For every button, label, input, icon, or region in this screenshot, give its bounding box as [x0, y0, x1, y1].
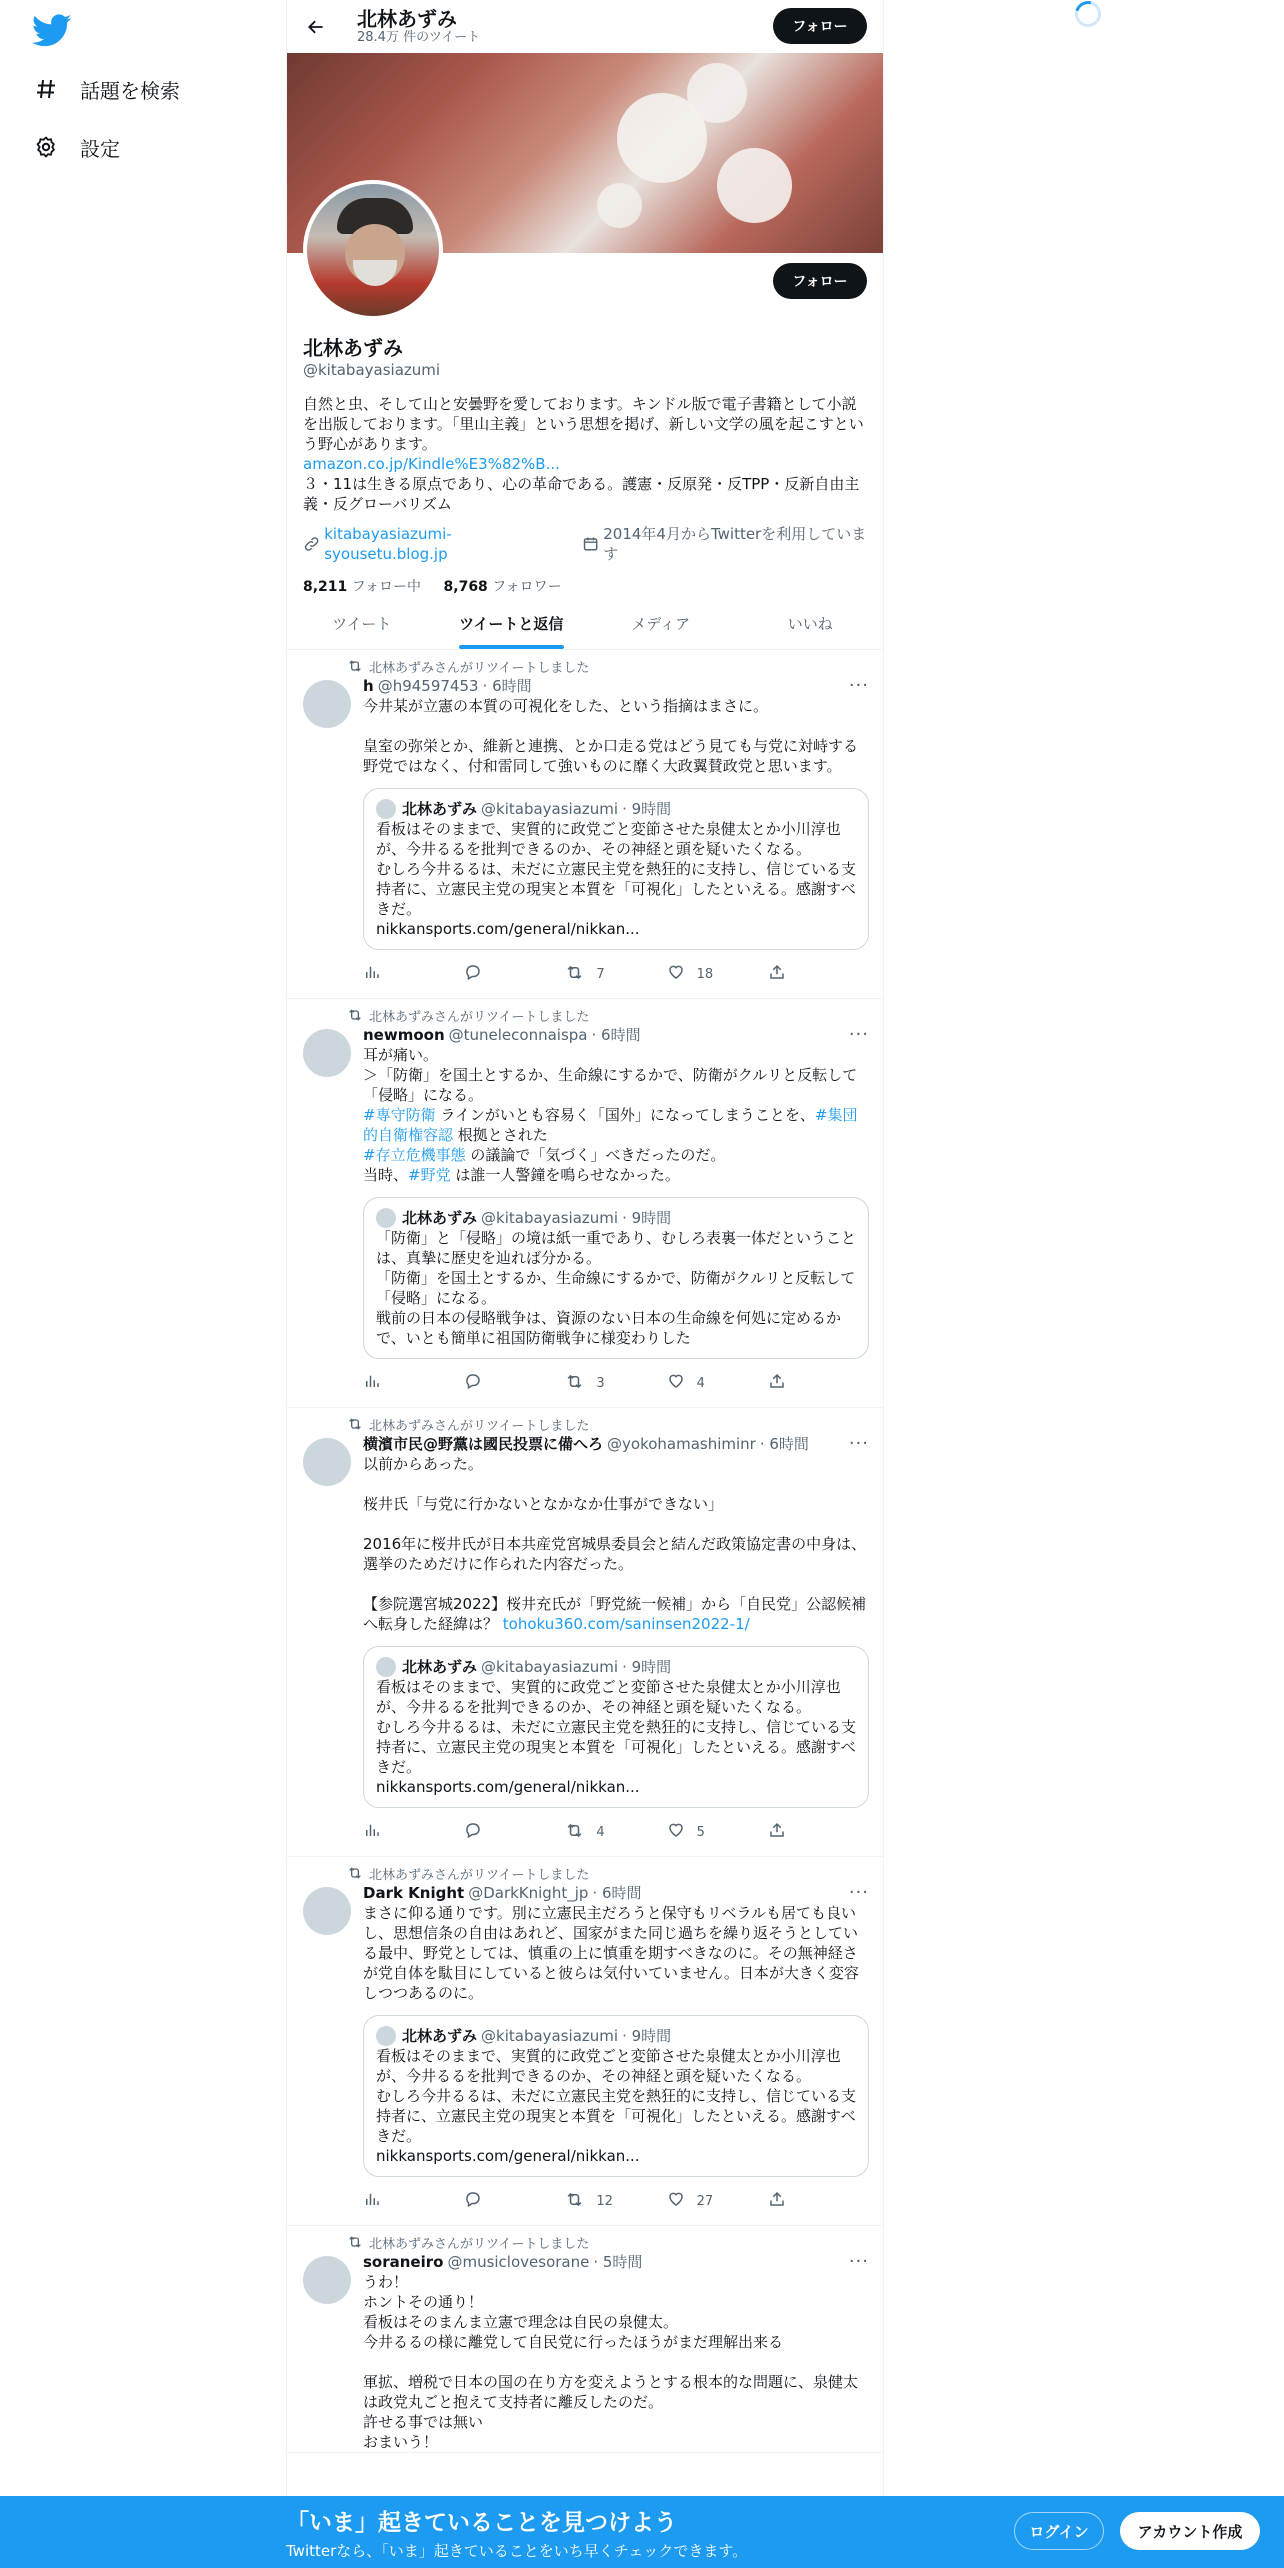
following-count: 8,211 [303, 579, 348, 595]
hashtag-icon [28, 71, 64, 107]
profile-name: 北林あずみ [303, 336, 403, 360]
quoted-avatar [376, 799, 396, 819]
tweet-author-handle[interactable]: @h94597453 [377, 677, 479, 695]
header-tweet-count: 28.4万 件のツイート [357, 29, 481, 45]
retweet-context [303, 2232, 869, 2252]
tweet-feed [287, 650, 884, 2453]
tweet-text: うわ！ ホントその通り！ 看板はそのまんま立憲で理念は自民の泉健太。 今井るるの様に離党して自民党に行ったほうがまだ理解出来る 軍拡、増税で日本の国の在り方を変えようとする根本的な問題に、泉健太は政党丸ごと抱えて支持者に離反したのだ。 許せる事では無い おまいう！ [363, 2273, 859, 2451]
share-icon [768, 963, 786, 985]
quoted-author-handle: @kitabayasiazumi [481, 1209, 619, 1227]
retweet-label: 北林あずみさんがリツイートしました [369, 1867, 590, 1883]
heart-icon [667, 963, 685, 985]
more-options-icon[interactable]: ··· [848, 1433, 869, 1454]
loading-spinner-icon [1070, 0, 1106, 32]
tweet-body [303, 1434, 869, 1856]
calendar-icon [582, 535, 599, 553]
tweet-time[interactable]: · 5時間 [593, 2253, 643, 2271]
like-button[interactable] [667, 1372, 768, 1394]
quoted-author-handle: @kitabayasiazumi [481, 800, 619, 818]
tweet-actions [363, 2177, 869, 2225]
back-arrow-icon[interactable] [299, 10, 333, 44]
more-options-icon[interactable]: ··· [848, 675, 869, 696]
tweet-header [363, 2252, 869, 2272]
tab-2[interactable]: メディア [631, 614, 691, 633]
reply-button[interactable] [464, 1372, 565, 1394]
reply-button[interactable] [464, 963, 565, 985]
tweet-author-name[interactable]: newmoon [363, 1026, 445, 1044]
tweet-avatar[interactable] [303, 680, 351, 728]
nav-settings-label: 設定 [80, 136, 120, 161]
retweet-label: 北林あずみさんがリツイートしました [369, 1009, 590, 1025]
heart-icon [667, 1821, 685, 1843]
left-nav [28, 10, 258, 176]
tweet-text-segment: 根拠とされた [457, 1126, 548, 1144]
tweet-text-segment: ラインがいとも容易く「国外」になってしまうことを、 [435, 1106, 815, 1124]
tweet-text-segment: の議論で「気づく」べきだったのだ。 当時、 [363, 1146, 726, 1184]
tweet-article[interactable] [287, 1408, 884, 1857]
quoted-author-name: 北林あずみ [402, 800, 478, 818]
quoted-avatar [376, 1657, 396, 1677]
profile-info [303, 336, 869, 596]
quoted-author-name: 北林あずみ [402, 1209, 478, 1227]
tweet-text [363, 1045, 869, 1185]
retweet-count: 3 [596, 1375, 605, 1391]
tweet-avatar[interactable] [303, 1438, 351, 1486]
tweet-header [363, 1883, 869, 1903]
tweet-link[interactable]: #集団的自衛権容認 [363, 1106, 858, 1144]
tweet-avatar[interactable] [303, 2256, 351, 2304]
more-options-icon[interactable]: ··· [848, 1024, 869, 1045]
quoted-tweet[interactable] [363, 788, 869, 950]
tweet-author-name[interactable]: h [363, 677, 374, 695]
views-button[interactable] [363, 1372, 464, 1394]
tweet-avatar[interactable] [303, 1029, 351, 1077]
bottom-signup-bar [0, 2496, 1284, 2568]
quoted-author-name: 北林あずみ [402, 1658, 478, 1676]
retweet-context [303, 656, 869, 676]
tweet-time[interactable]: · 6時間 [482, 677, 532, 695]
profile-avatar[interactable] [303, 180, 443, 320]
tweet-link[interactable]: #存立危機事態 [363, 1146, 466, 1164]
like-count: 18 [696, 966, 714, 982]
retweet-button[interactable] [565, 2190, 666, 2213]
more-options-icon[interactable]: ··· [848, 2251, 869, 2272]
retweet-count: 4 [596, 1824, 605, 1840]
retweet-count: 12 [596, 2193, 613, 2209]
retweet-icon [335, 1416, 363, 1432]
quoted-tweet-header [376, 1208, 856, 1228]
tweet-time[interactable]: · 6時間 [592, 1884, 642, 1902]
tweet-author-name[interactable]: 横濱市民@野黨は國民投票に備へろ [363, 1435, 604, 1453]
tweet-author-handle[interactable]: @musiclovesorane [447, 2253, 590, 2271]
share-icon [768, 1372, 786, 1394]
retweet-button[interactable] [565, 1372, 666, 1395]
share-icon [768, 1821, 786, 1843]
share-button[interactable] [768, 1821, 869, 1843]
retweet-count: 7 [596, 966, 605, 982]
profile-stats [303, 576, 869, 596]
tweet-author-name[interactable]: Dark Knight [363, 1884, 465, 1902]
tab-3[interactable]: いいね [787, 614, 833, 633]
tweet-header [363, 1025, 869, 1045]
reply-button[interactable] [464, 2190, 565, 2212]
profile-follow-button[interactable]: フォロー [773, 263, 867, 299]
bio-link[interactable]: amazon.co.jp/Kindle%E3%82%B... [303, 455, 560, 473]
tweet-main [363, 1883, 869, 2225]
header-name: 北林あずみ [357, 6, 457, 31]
tweet-author-handle[interactable]: @tuneleconnaispa [448, 1026, 588, 1044]
login-button[interactable]: ログイン [1014, 2512, 1104, 2550]
tab-1[interactable]: ツイートと返信 [437, 597, 587, 649]
analytics-icon [363, 1821, 381, 1843]
tweet-article[interactable] [287, 1857, 884, 2226]
profile-bio [303, 394, 869, 514]
bio-text-2: ３・11は生きる原点であり、心の革命である。護憲・反原発・反TPP・反新自由主義・反グローバリズム [303, 475, 860, 513]
quoted-time: · 9時間 [622, 800, 672, 818]
retweet-icon [335, 1865, 363, 1881]
retweet-icon [335, 1007, 363, 1023]
tweet-avatar[interactable] [303, 1887, 351, 1935]
tweet-text-segment: 耳が痛い。 ＞「防衛」を国土とするか、生命線にするかで、防衛がクルリと反転して「侵略」になる。 [363, 1046, 858, 1104]
header-follow-button[interactable]: フォロー [773, 8, 867, 44]
profile-joined: 2014年4月からTwitterを利用しています [603, 525, 867, 563]
tweet-author-handle[interactable]: @DarkKnight_jp [468, 1884, 589, 1902]
retweet-icon [565, 963, 584, 986]
quoted-time: · 9時間 [622, 1658, 672, 1676]
retweet-context [303, 1414, 869, 1434]
banner-flower [687, 63, 747, 123]
retweet-button[interactable] [565, 1821, 666, 1844]
quoted-tweet-header [376, 1657, 856, 1677]
tweet-body [303, 1883, 869, 2225]
tweet-article[interactable] [287, 2226, 884, 2453]
top-bar [287, 0, 883, 53]
tweet-link[interactable]: #専守防衛 [363, 1106, 436, 1124]
quoted-time: · 9時間 [622, 2027, 672, 2045]
quoted-avatar [376, 1208, 396, 1228]
retweet-label: 北林あずみさんがリツイートしました [369, 2236, 590, 2252]
nav-settings[interactable] [28, 118, 258, 176]
main-column [286, 0, 884, 2568]
following-stat[interactable] [303, 579, 421, 595]
share-button[interactable] [768, 963, 869, 985]
quoted-author-handle: @kitabayasiazumi [481, 2027, 619, 2045]
tweet-body [303, 2252, 869, 2452]
retweet-label: 北林あずみさんがリツイートしました [369, 660, 590, 676]
share-icon [768, 2190, 786, 2212]
bottom-bar-subtitle: Twitterなら、「いま」起きていることをいち早くチェックできます。 [286, 2542, 748, 2560]
reply-icon [464, 2190, 482, 2212]
reply-icon [464, 1372, 482, 1394]
quoted-text: 看板はそのままで、実質的に政党ごと変節させた泉健太とか小川淳也が、今井るるを批判できるのか、その神経と頭を疑いたくなる。 むしろ今井るるは、未だに立憲民主党を熱狂的に支持し、信じている支持者に、立憲民主党の現実と本質を「可視化」したといえる。感謝すべきだ。 nikkansports.com/general/nikkan... [376, 1678, 857, 1796]
tweet-text-segment: は誰一人警鐘を鳴らせなかった。 [450, 1166, 680, 1184]
nav-explore-label: 話題を検索 [80, 78, 180, 103]
reply-icon [464, 963, 482, 985]
retweet-context [303, 1005, 869, 1025]
retweet-icon [335, 658, 363, 674]
like-button[interactable] [667, 963, 768, 985]
like-count: 27 [696, 2193, 714, 2209]
analytics-icon [363, 2190, 381, 2212]
like-button[interactable] [667, 1821, 768, 1843]
quoted-tweet[interactable] [363, 1646, 869, 1808]
followers-label: フォロワー [492, 579, 562, 595]
more-options-icon[interactable]: ··· [848, 1882, 869, 1903]
tweet-text [363, 1454, 869, 1634]
bottom-bar-title: 「いま」起きていることを見つけよう [286, 2510, 677, 2536]
nav-explore[interactable] [28, 60, 258, 118]
retweet-label: 北林あずみさんがリツイートしました [369, 1418, 590, 1434]
tweet-main [363, 2252, 869, 2452]
followers-count: 8,768 [443, 579, 488, 595]
tweet-main [363, 1434, 869, 1856]
followers-stat[interactable] [444, 579, 562, 595]
quoted-text: 「防衛」と「侵略」の境は紙一重であり、むしろ表裏一体だということは、真摯に歴史を辿れば分かる。 「防衛」を国土とするか、生命線にするかで、防衛がクルリと反転して「侵略」になる。 戦前の日本の侵略戦争は、資源のない日本の生命線を何処に定めるかで、いとも簡単に祖国防衛戦争に様変わりした [376, 1229, 857, 1347]
like-count: 5 [696, 1824, 705, 1840]
quoted-tweet-header [376, 2026, 856, 2046]
tweet-body [303, 676, 869, 998]
heart-icon [667, 2190, 685, 2212]
retweet-icon [565, 1372, 584, 1395]
quoted-tweet-header [376, 799, 856, 819]
quoted-time: · 9時間 [622, 1209, 672, 1227]
gear-icon [28, 129, 64, 165]
reply-button[interactable] [464, 1821, 565, 1843]
analytics-icon [363, 1372, 381, 1394]
share-button[interactable] [768, 2190, 869, 2212]
views-button[interactable] [363, 2190, 464, 2212]
tweet-text-segment: 以前からあった。 桜井氏「与党に行かないとなかなか仕事ができない」 2016年に桜井氏が日本共産党宮城県委員会と結んだ政策協定書の中身は、選挙のためだけに作られた内容だった。 【参院選宮城2022】桜井充氏が「野党統一候補」から「自民党」公認候補へ転身した経緯は？ [363, 1455, 867, 1633]
tweet-actions [363, 950, 869, 998]
tweet-link[interactable]: tohoku360.com/saninsen2022-1/ [502, 1615, 750, 1633]
bio-text: 自然と虫、そして山と安曇野を愛しております。キンドル版で電子書籍として小説を出版しております。「里山主義」という思想を掲げ、新しい文学の風を起こすという野心があります。 [303, 395, 864, 453]
following-label: フォロー中 [351, 579, 422, 595]
like-count: 4 [696, 1375, 705, 1391]
tweet-author-name[interactable]: soraneiro [363, 2253, 444, 2271]
tweet-main [363, 676, 869, 998]
profile-website-link[interactable]: kitabayasiazumi-syousetu.blog.jp [324, 525, 452, 563]
tweet-actions [363, 1808, 869, 1856]
retweet-icon [565, 2190, 584, 2213]
link-icon [303, 535, 320, 553]
tweet-article[interactable] [287, 650, 884, 999]
tab-0[interactable]: ツイート [332, 614, 392, 633]
tweet-text: まさに仰る通りです。別に立憲民主だろうと保守もリベラルも居ても良いし、思想信条の自由はあれど、国家がまた同じ過ちを繰り返そうとしている最中、野党としては、慎重の上に慎重を期すべきなのに。その無神経さが党自体を駄目にしていると彼らは気付いていません。日本が大きく変容しつつあるのに。 [363, 1904, 859, 2002]
analytics-icon [363, 963, 381, 985]
retweet-context [303, 1863, 869, 1883]
twitter-logo-icon[interactable] [32, 10, 72, 50]
quoted-tweet[interactable] [363, 1197, 869, 1359]
quoted-text: 看板はそのままで、実質的に政党ごと変節させた泉健太とか小川淳也が、今井るるを批判できるのか、その神経と頭を疑いたくなる。 むしろ今井るるは、未だに立憲民主党を熱狂的に支持し、信じている支持者に、立憲民主党の現実と本質を「可視化」したといえる。感謝すべきだ。 nikkansports.com/general/nikkan... [376, 820, 857, 938]
retweet-icon [565, 1821, 584, 1844]
share-button[interactable] [768, 1372, 869, 1394]
heart-icon [667, 1372, 685, 1394]
tweet-header [363, 1434, 869, 1454]
reply-icon [464, 1821, 482, 1843]
like-button[interactable] [667, 2190, 768, 2212]
tweet-header [363, 676, 869, 696]
banner-flower [597, 183, 642, 228]
profile-tabs [287, 597, 884, 650]
quoted-text: 看板はそのままで、実質的に政党ごと変節させた泉健太とか小川淳也が、今井るるを批判できるのか、その神経と頭を疑いたくなる。 むしろ今井るるは、未だに立憲民主党を熱狂的に支持し、信じている支持者に、立憲民主党の現実と本質を「可視化」したといえる。感謝すべきだ。 nikkansports.com/general/nikkan... [376, 2047, 857, 2165]
signup-button[interactable]: アカウント作成 [1120, 2512, 1260, 2550]
avatar-beard [353, 260, 397, 286]
banner-flower [717, 148, 792, 223]
retweet-button[interactable] [565, 963, 666, 986]
retweet-icon [335, 2234, 363, 2250]
profile-meta [303, 524, 869, 564]
tweet-time[interactable]: · 6時間 [759, 1435, 809, 1453]
views-button[interactable] [363, 963, 464, 985]
tweet-time[interactable]: · 6時間 [591, 1026, 641, 1044]
quoted-author-handle: @kitabayasiazumi [481, 1658, 619, 1676]
tweet-link[interactable]: #野党 [408, 1166, 451, 1184]
profile-handle: @kitabayasiazumi [303, 361, 441, 379]
tweet-article[interactable] [287, 999, 884, 1408]
views-button[interactable] [363, 1821, 464, 1843]
tweet-main [363, 1025, 869, 1407]
tweet-actions [363, 1359, 869, 1407]
tweet-text: 今井某が立憲の本質の可視化をした、という指摘はまさに。 皇室の弥栄とか、維新と連携、とか口走る党はどう見ても与党に対峙する野党ではなく、付和雷同して強いものに靡く大政翼賛政党と思います。 [363, 697, 859, 775]
tweet-author-handle[interactable]: @yokohamashiminr [607, 1435, 756, 1453]
quoted-avatar [376, 2026, 396, 2046]
quoted-author-name: 北林あずみ [402, 2027, 478, 2045]
tweet-body [303, 1025, 869, 1407]
quoted-tweet[interactable] [363, 2015, 869, 2177]
